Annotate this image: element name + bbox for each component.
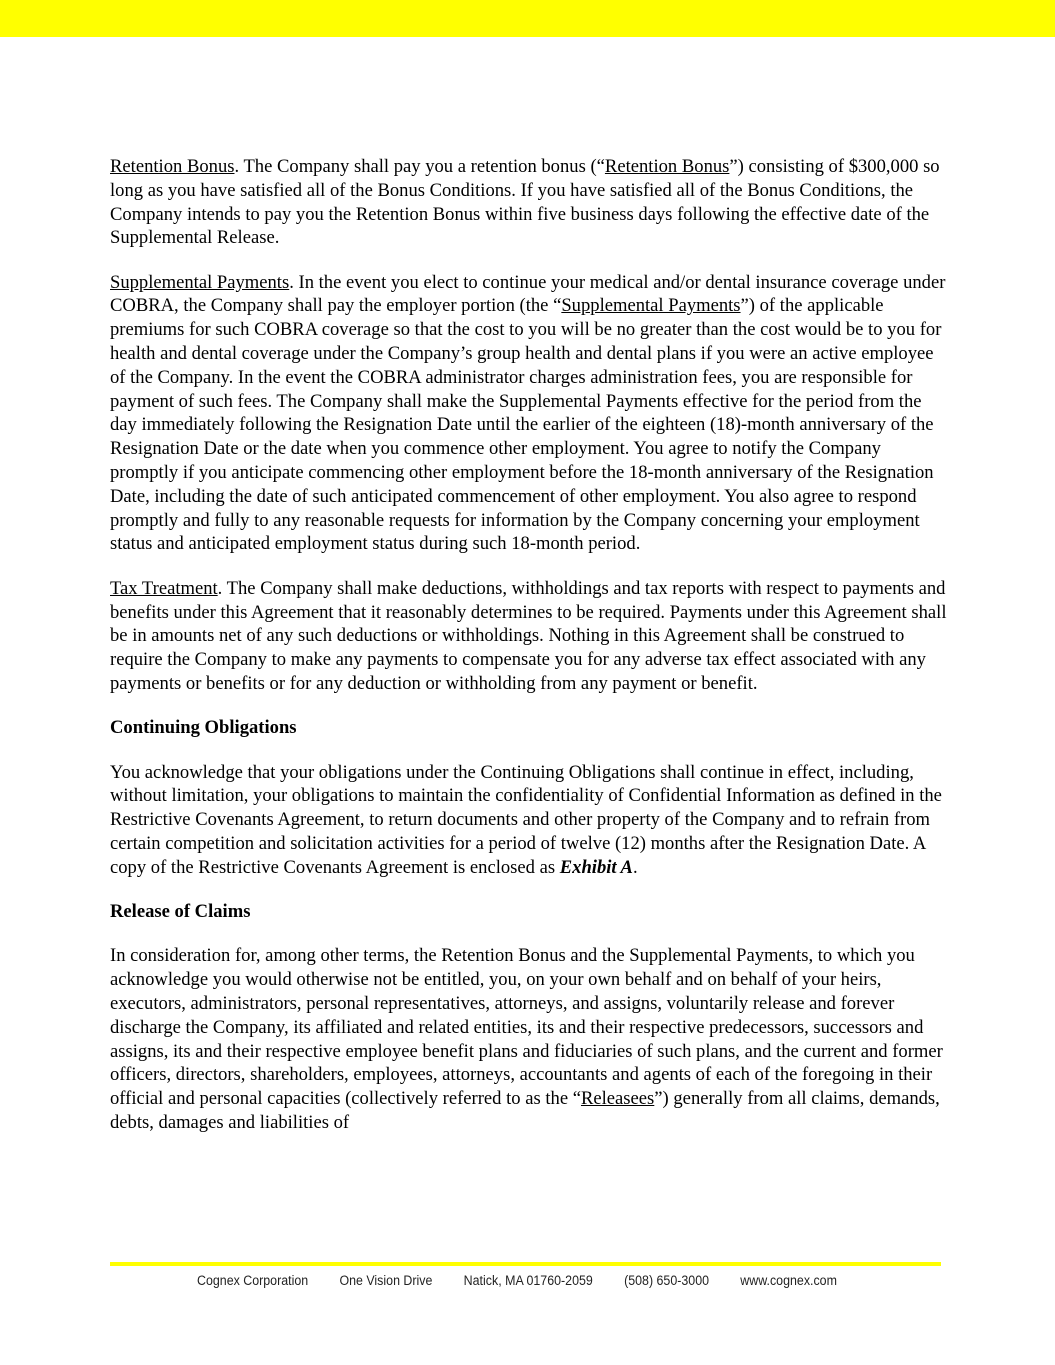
retention-bonus-term: Retention Bonus [604, 156, 730, 177]
footer-phone: (508) 650-3000 [624, 1273, 710, 1288]
top-accent-bar [0, 0, 1055, 37]
supplemental-payments-term: Supplemental Payments [561, 295, 741, 317]
footer-city: Natick, MA 01760-2059 [463, 1273, 593, 1288]
document-body [110, 155, 950, 1155]
continuing-obligations-heading: Continuing Obligations [110, 717, 297, 739]
supplemental-payments-text-1: . In the event you elect to continue your medical and/or dental insurance coverage under COBRA, the Company shall pay the employer portion (the “ [110, 271, 946, 317]
footer-street: One Vision Drive [339, 1273, 433, 1288]
footer-divider [110, 1262, 941, 1266]
page-footer [197, 1273, 837, 1288]
release-of-claims-heading: Release of Claims [110, 901, 251, 923]
tax-treatment-text: . The Company shall make deductions, withholdings and tax reports with respect to payments and benefits under this Agreement that it reasonably determines to be required. Payments under this Agreement shall be in amounts net of any such deductions or withholdings. Nothing in this Agreement shall be construed to require the Company to make any payments to compensate you for any adverse tax effect associated with any payments or benefits or for any deduction or withholding from any payment or benefit. [110, 577, 947, 694]
release-of-claims-paragraph [110, 944, 950, 1134]
supplemental-payments-paragraph [110, 271, 950, 557]
release-of-claims-text-2: ”) generally from all claims, demands, debts, damages and liabilities of [110, 1088, 940, 1133]
continuing-obligations-text: You acknowledge that your obligations under the Continuing Obligations shall continue in effect, including, without limitation, your obligations to maintain the confidentiality of Confidential Information as defined in the Restrictive Covenants Agreement, to return documents and other property of the Company and to refrain from certain competition and solicitation activities for a period of twelve (12) months after the Resignation Date. A copy of the Restrictive Covenants Agreement is enclosed as [110, 761, 942, 878]
retention-bonus-title: Retention Bonus [110, 156, 235, 177]
retention-bonus-paragraph [110, 155, 950, 250]
tax-treatment-title: Tax Treatment [110, 577, 218, 599]
supplemental-payments-text-2: ”) of the applicable premiums for such COBRA coverage so that the cost to you will be no greater than the cost would be to you for health and dental coverage under the Company’s group health and dental plans if you were an active employee of the Company. In the event the COBRA administrator charges administration fees, you are responsible for payment of such fees. The Company shall make the Supplemental Payments effective for the period from the day immediately following the Resignation Date until the earlier of the eighteen (18)-month anniversary of the Resignation Date or the date when you commence other employment. You agree to notify the Company promptly if you anticipate commencing other employment before the 18-month anniversary of the Resignation Date, including the date of such anticipated commencement of other employment. You also agree to respond promptly and fully to any reasonable requests for information by the Company concerning your employment status and anticipated employment status during such 18-month period. [110, 295, 942, 555]
supplemental-payments-title: Supplemental Payments [110, 271, 290, 293]
retention-bonus-text-1: . The Company shall pay you a retention bonus (“ [234, 156, 605, 177]
releasees-term: Releasees [580, 1088, 655, 1110]
tax-treatment-paragraph [110, 577, 950, 696]
release-of-claims-text-1: In consideration for, among other terms, the Retention Bonus and the Supplemental Payments, to which you acknowledge you would otherwise not be entitled, you, on your own behalf and on behalf of your heirs, executors, administrators, personal representatives, attorneys, and assigns, voluntarily release and forever discharge the Company, its affiliated and related entities, its and their respective predecessors, successors and assigns, its and their respective employee benefit plans and fiduciaries of such plans, and the current and former officers, directors, shareholders, employees, attorneys, accountants and agents of each of the foregoing in their official and personal capacities (collectively referred to as the “ [110, 945, 943, 1110]
exhibit-a-reference: Exhibit A [559, 856, 633, 878]
retention-bonus-text-2: ”) consisting of $300,000 so long as you have satisfied all of the Bonus Conditions. If you have satisfied all of the Bonus Conditions, the Company intends to pay you the Retention Bonus within five business days following the effective date of the Supplemental Release. [110, 156, 940, 249]
footer-company: Cognex Corporation [197, 1273, 309, 1288]
footer-website: www.cognex.com [740, 1273, 837, 1288]
continuing-obligations-paragraph [110, 761, 950, 880]
continuing-obligations-end: . [632, 856, 638, 878]
